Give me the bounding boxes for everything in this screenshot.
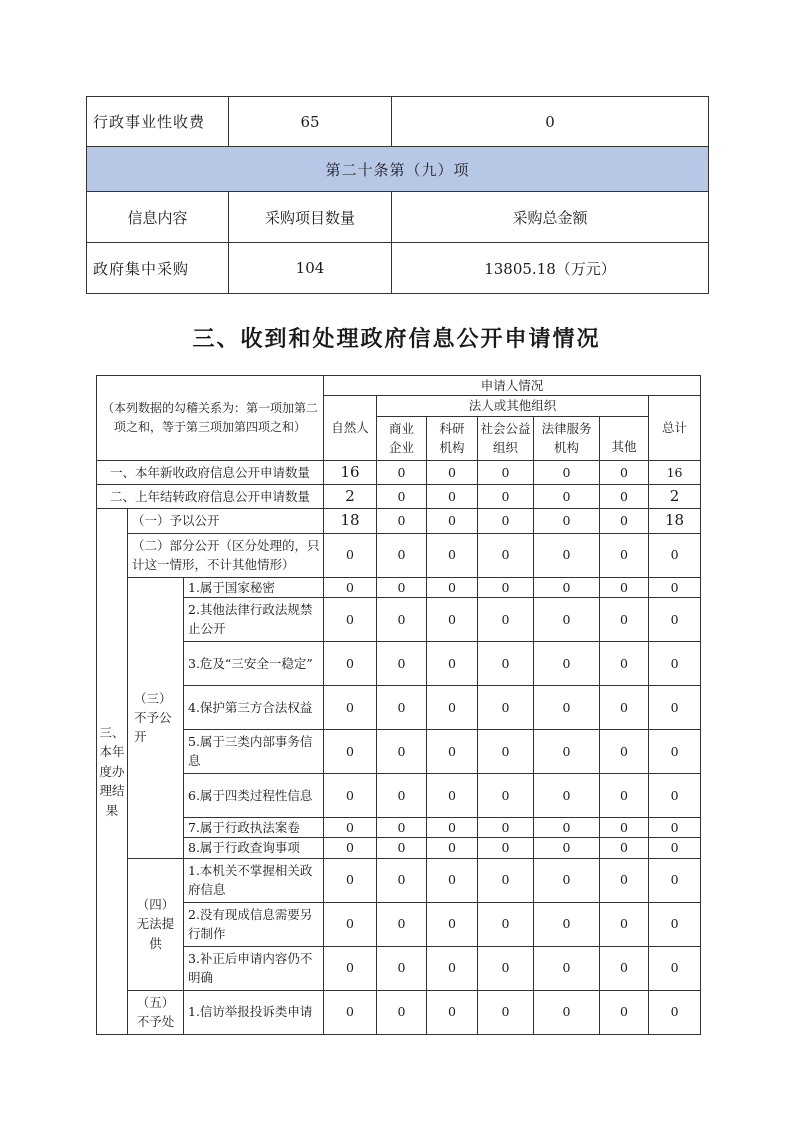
row-label: 1.本机关不掌握相关政府信息 [184, 858, 324, 902]
cell: 0 [427, 773, 478, 817]
cell: 0 [534, 817, 600, 837]
cell: 0 [427, 838, 478, 858]
table-row [97, 577, 701, 597]
cell: 0 [324, 597, 377, 641]
column-header: 信息内容 [87, 192, 229, 243]
cell: 0 [427, 597, 478, 641]
row-label: 行政事业性收费 [87, 97, 229, 147]
cell: 0 [534, 838, 600, 858]
cell: 0 [600, 773, 649, 817]
cell: 0 [649, 641, 701, 685]
row-label: 政府集中采购 [87, 243, 229, 294]
row-label: （二）部分公开（区分处理的，只计这一情形，不计其他情形） [128, 533, 324, 577]
group-label: （三）不予公开 [128, 577, 184, 858]
cell: 0 [649, 858, 701, 902]
cell: 0 [377, 685, 427, 729]
cell: 0 [649, 685, 701, 729]
cell: 16 [649, 460, 701, 484]
cell: 0 [427, 485, 478, 509]
cell: 0 [478, 902, 534, 946]
cell: 0 [478, 946, 534, 990]
cell: 0 [534, 509, 600, 533]
cell: 0 [478, 817, 534, 837]
cell: 0 [534, 773, 600, 817]
cell: 0 [534, 641, 600, 685]
note-cell: （本列数据的勾稽关系为：第一项加第二项之和，等于第三项加第四项之和） [97, 376, 324, 461]
table-header-row [87, 192, 709, 243]
cell: 2 [649, 485, 701, 509]
cell: 0 [534, 858, 600, 902]
cell: 0 [377, 858, 427, 902]
table-row [97, 533, 701, 577]
table-row [97, 902, 701, 946]
row-label: 一、本年新收政府信息公开申请数量 [97, 460, 324, 484]
cell: 0 [649, 902, 701, 946]
cell: 0 [427, 509, 478, 533]
table-row [97, 946, 701, 990]
cell: 0 [534, 729, 600, 773]
cell: 0 [427, 902, 478, 946]
table-row [97, 773, 701, 817]
cell: 0 [427, 729, 478, 773]
table-row [97, 817, 701, 837]
cell: 104 [229, 243, 392, 294]
cell: 0 [600, 460, 649, 484]
cell: 0 [478, 773, 534, 817]
section-heading: 三、收到和处理政府信息公开申请情况 [192, 327, 601, 352]
cell: 0 [478, 533, 534, 577]
cell: 0 [478, 597, 534, 641]
row-label: 8.属于行政查询事项 [184, 838, 324, 858]
cell: 0 [600, 641, 649, 685]
row-label: （一）予以公开 [128, 509, 324, 533]
row-label: 2.其他法律行政法规禁止公开 [184, 597, 324, 641]
cell: 0 [600, 838, 649, 858]
column-header: 科研机构 [427, 416, 478, 460]
cell: 0 [377, 533, 427, 577]
cell: 0 [600, 946, 649, 990]
cell: 0 [649, 729, 701, 773]
cell: 0 [427, 817, 478, 837]
row-label: 6.属于四类过程性信息 [184, 773, 324, 817]
cell: 16 [324, 460, 377, 484]
column-header: 其他 [600, 416, 649, 460]
cell: 13805.18（万元） [392, 243, 709, 294]
cell: 0 [324, 533, 377, 577]
cell: 0 [600, 533, 649, 577]
column-header: 法律服务机构 [534, 416, 600, 460]
cell: 0 [478, 577, 534, 597]
cell: 0 [377, 729, 427, 773]
cell: 65 [229, 97, 392, 147]
cell: 0 [377, 460, 427, 484]
table-row [87, 147, 709, 192]
cell: 0 [377, 990, 427, 1034]
cell: 0 [649, 773, 701, 817]
cell: 0 [600, 509, 649, 533]
cell: 0 [377, 946, 427, 990]
table-row [97, 641, 701, 685]
table-row [97, 685, 701, 729]
row-label: 1.信访举报投诉类申请 [184, 990, 324, 1034]
cell: 0 [600, 902, 649, 946]
procurement-table [86, 96, 709, 294]
cell: 0 [600, 577, 649, 597]
column-header: 社会公益组织 [478, 416, 534, 460]
cell: 0 [427, 685, 478, 729]
table-row [97, 858, 701, 902]
column-header: 总计 [649, 396, 701, 460]
group-label: （五）不予处 [128, 990, 184, 1034]
cell: 0 [478, 641, 534, 685]
table-row [87, 97, 709, 147]
cell: 0 [649, 838, 701, 858]
cell: 0 [534, 990, 600, 1034]
legal-header: 法人或其他组织 [377, 396, 649, 416]
cell: 0 [649, 597, 701, 641]
cell: 0 [600, 597, 649, 641]
cell: 0 [377, 817, 427, 837]
cell: 0 [534, 597, 600, 641]
cell: 0 [534, 533, 600, 577]
table-row [97, 460, 701, 484]
table-row [97, 990, 701, 1034]
cell: 0 [427, 577, 478, 597]
row-label: 2.没有现成信息需要另行制作 [184, 902, 324, 946]
cell: 0 [324, 838, 377, 858]
cell: 0 [534, 485, 600, 509]
cell: 0 [377, 773, 427, 817]
cell: 0 [427, 858, 478, 902]
column-header: 商业企业 [377, 416, 427, 460]
cell: 0 [324, 990, 377, 1034]
cell: 0 [377, 577, 427, 597]
applicant-header: 申请人情况 [324, 376, 701, 396]
cell: 0 [649, 946, 701, 990]
cell: 0 [427, 990, 478, 1034]
cell: 0 [649, 817, 701, 837]
section-3-label: 三、本年度办理结果 [97, 509, 128, 1034]
table-row [87, 243, 709, 294]
cell: 0 [478, 460, 534, 484]
cell: 0 [600, 858, 649, 902]
cell: 0 [478, 858, 534, 902]
cell: 0 [478, 990, 534, 1034]
cell: 0 [324, 946, 377, 990]
row-label: 3.危及“三安全一稳定” [184, 641, 324, 685]
section-band: 第二十条第（九）项 [87, 147, 709, 192]
cell: 0 [392, 97, 709, 147]
cell: 0 [324, 729, 377, 773]
cell: 0 [534, 685, 600, 729]
group-label: （四）无法提供 [128, 858, 184, 990]
cell: 0 [534, 577, 600, 597]
cell: 0 [377, 485, 427, 509]
row-label: 4.保护第三方合法权益 [184, 685, 324, 729]
table-row [97, 509, 701, 533]
cell: 0 [377, 509, 427, 533]
column-header: 采购项目数量 [229, 192, 392, 243]
row-label: 7.属于行政执法案卷 [184, 817, 324, 837]
cell: 18 [649, 509, 701, 533]
cell: 0 [478, 509, 534, 533]
cell: 0 [324, 685, 377, 729]
cell: 0 [324, 902, 377, 946]
cell: 0 [478, 685, 534, 729]
row-label: 5.属于三类内部事务信息 [184, 729, 324, 773]
cell: 0 [600, 685, 649, 729]
cell: 0 [377, 838, 427, 858]
row-label: 3.补正后申请内容仍不明确 [184, 946, 324, 990]
cell: 0 [377, 641, 427, 685]
column-header: 采购总金额 [392, 192, 709, 243]
cell: 0 [324, 817, 377, 837]
cell: 0 [377, 597, 427, 641]
column-header: 自然人 [324, 396, 377, 460]
cell: 0 [534, 460, 600, 484]
cell: 0 [534, 902, 600, 946]
cell: 2 [324, 485, 377, 509]
cell: 0 [427, 533, 478, 577]
cell: 0 [478, 838, 534, 858]
cell: 0 [427, 946, 478, 990]
cell: 0 [478, 729, 534, 773]
cell: 0 [649, 990, 701, 1034]
cell: 0 [324, 577, 377, 597]
table-row [97, 597, 701, 641]
cell: 0 [534, 946, 600, 990]
table-header-row [97, 376, 701, 396]
cell: 0 [324, 858, 377, 902]
cell: 0 [600, 990, 649, 1034]
cell: 0 [600, 485, 649, 509]
table-row [97, 838, 701, 858]
table-row [97, 729, 701, 773]
cell: 0 [324, 773, 377, 817]
cell: 0 [427, 460, 478, 484]
cell: 0 [478, 485, 534, 509]
cell: 0 [600, 817, 649, 837]
application-table [96, 375, 701, 1035]
cell: 0 [600, 729, 649, 773]
cell: 0 [377, 902, 427, 946]
cell: 0 [324, 641, 377, 685]
cell: 18 [324, 509, 377, 533]
cell: 0 [649, 533, 701, 577]
table-row [97, 485, 701, 509]
row-label: 1.属于国家秘密 [184, 577, 324, 597]
cell: 0 [427, 641, 478, 685]
cell: 0 [649, 577, 701, 597]
row-label: 二、上年结转政府信息公开申请数量 [97, 485, 324, 509]
